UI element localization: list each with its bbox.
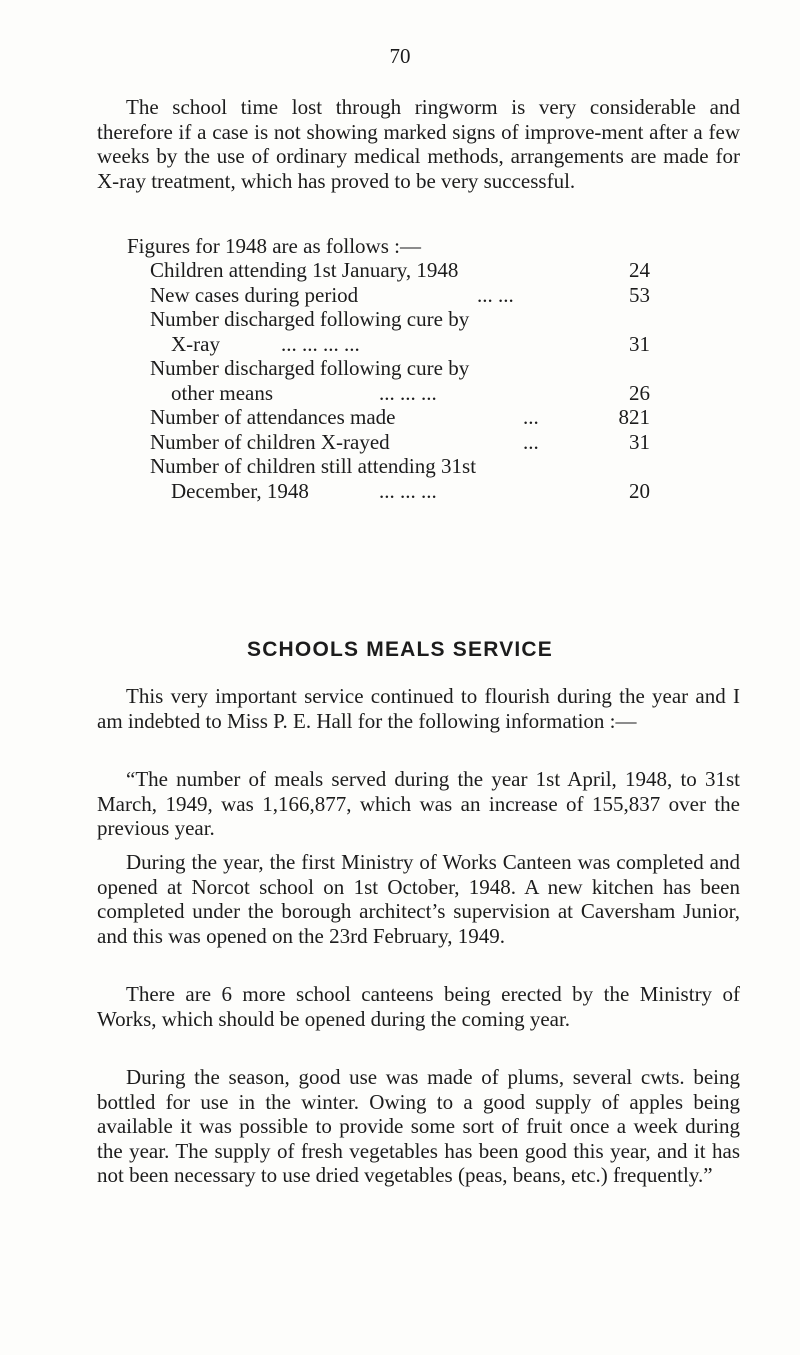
figures-row-label: Children attending 1st January, 1948 [150,258,459,282]
figures-row [150,430,650,455]
figures-row-label: Number of attendances made [150,405,396,429]
figures-row-label: Number discharged following cure by [150,356,470,380]
figures-row-leader: ... ... ... [379,380,437,405]
meals-intro-paragraph: This very important service continued to flourish during the year and I am indebted to Miss P. E. Hall for the following information :— [97,684,740,733]
figures-row [150,381,650,406]
meals-count-paragraph: “The number of meals served during the year 1st April, 1948, to 31st March, 1949, was 1,166,877, which was an increase of 155,837 over the previous year. [97,767,740,840]
figures-row-value: 821 [618,405,650,429]
figures-row [150,479,650,504]
figures-row-leader: ... ... ... [379,478,437,503]
figures-row [150,356,650,381]
figures-row-value: 53 [629,282,650,307]
figures-row [150,405,650,430]
figures-row-leader: ... [523,405,539,429]
figures-heading: Figures for 1948 are as follows :— [127,234,421,258]
figures-row [150,283,650,308]
figures-row [150,258,650,283]
figures-row [150,307,650,332]
canteen-paragraph: During the year, the first Ministry of Works Canteen was completed and opened at Norcot school on 1st October, 1948. A new kitchen has been completed under the borough architect’s supervision at Caversham Junior, and this was opened on the 23rd February, 1949. [97,850,740,948]
figures-row-value: 31 [629,331,650,356]
fruit-vegetables-paragraph: During the season, good use was made of plums, several cwts. being bottled for use in the winter. Owing to a good supply of apples being available it was possible to provide some sort of fruit once a week during the year. The supply of fresh vegetables has been good this year, and it has not been necessary to use dried vegetables (peas, beans, etc.) frequently.” [97,1065,740,1187]
figures-row-value: 31 [629,429,650,454]
figures-row-value: 24 [629,258,650,282]
figures-row [150,332,650,357]
new-canteens-paragraph: There are 6 more school canteens being erected by the Ministry of Works, which should be opened during the coming year. [97,982,740,1031]
figures-row-value: 20 [629,478,650,503]
figures-row-label: December, 1948 [171,478,309,503]
figures-row-label: Number of children still attending 31st [150,454,477,478]
figures-row-label: Number of children X-rayed [150,429,390,454]
figures-row [150,454,650,479]
figures-row-value: 26 [629,380,650,405]
figures-table [150,258,650,503]
figures-row-label: New cases during period [150,282,359,307]
figures-row-label: other means [171,380,274,405]
section-title: SCHOOLS MEALS SERVICE [246,638,554,661]
figures-row-label: X-ray [171,331,220,356]
page-number: 70 [389,44,411,68]
ringworm-paragraph: The school time lost through ringworm is very considerable and therefore if a case is not showing marked signs of improve-ment after a few weeks by the use of ordinary medical methods, arrangements are made for X-ray treatment, which has proved to be very successful. [97,95,740,193]
figures-row-leader: ... ... [477,282,514,307]
figures-row-label: Number discharged following cure by [150,307,470,331]
figures-row-leader: ... [523,429,539,454]
figures-row-leader: ... ... ... ... [281,331,360,356]
